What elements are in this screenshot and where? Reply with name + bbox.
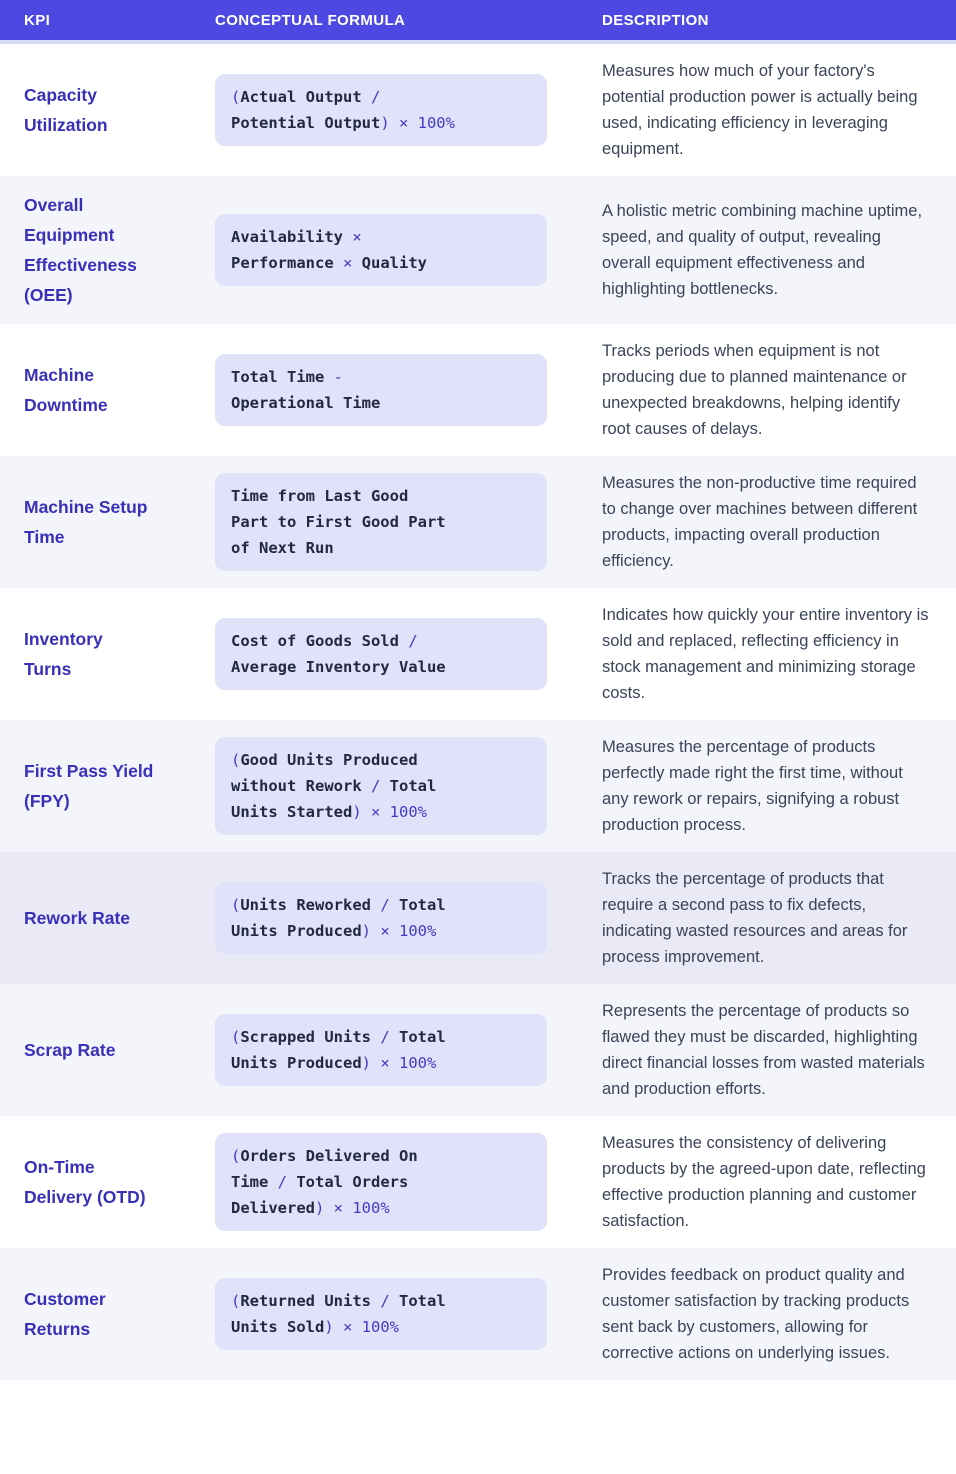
formula-box: Total Time - Operational Time <box>215 354 547 426</box>
formula-box: (Good Units Produced without Rework / Total Units Started) × 100% <box>215 737 547 835</box>
table-row <box>0 324 956 456</box>
table-row <box>0 720 956 852</box>
formula-box: Time from Last Good Part to First Good Part of Next Run <box>215 473 547 571</box>
table-row <box>0 44 956 176</box>
kpi-name: Machine Setup Time <box>24 497 148 547</box>
kpi-description: Tracks periods when equipment is not producing due to planned maintenance or unexpected breakdowns, helping identify root causes of delays. <box>602 342 907 438</box>
table-row <box>0 1248 956 1380</box>
kpi-table-body <box>0 44 956 1380</box>
formula-box: Cost of Goods Sold / Average Inventory Value <box>215 618 547 690</box>
column-header-description: DESCRIPTION <box>602 11 709 29</box>
table-row <box>0 588 956 720</box>
kpi-name: Scrap Rate <box>24 1040 116 1060</box>
column-header-kpi: KPI <box>24 11 51 29</box>
formula-box: Availability × Performance × Quality <box>215 214 547 286</box>
table-row <box>0 456 956 588</box>
kpi-name: Inventory Turns <box>24 629 103 679</box>
kpi-name: Overall Equipment Effectiveness (OEE) <box>24 195 137 305</box>
kpi-description: Measures how much of your factory's potential production power is actually being used, indicating efficiency in leveraging equipment. <box>602 62 918 158</box>
table-row <box>0 852 956 984</box>
kpi-description: Measures the percentage of products perfectly made right the first time, without any rework or repairs, signifying a robust production process. <box>602 738 903 834</box>
formula-box: (Scrapped Units / Total Units Produced) × 100% <box>215 1014 547 1086</box>
table-row <box>0 984 956 1116</box>
column-header-conceptual-formula: CONCEPTUAL FORMULA <box>215 11 406 29</box>
kpi-description: Provides feedback on product quality and customer satisfaction by tracking products sent back by customers, allowing for corrective actions on underlying issues. <box>602 1266 910 1362</box>
kpi-name: Machine Downtime <box>24 365 108 415</box>
formula-box: (Orders Delivered On Time / Total Orders Delivered) × 100% <box>215 1133 547 1231</box>
kpi-description: Indicates how quickly your entire inventory is sold and replaced, reflecting efficiency in stock management and minimizing storage costs. <box>602 606 929 702</box>
table-row <box>0 176 956 324</box>
kpi-description: Measures the consistency of delivering products by the agreed-upon date, reflecting effective production planning and customer satisfaction. <box>602 1134 926 1230</box>
kpi-name: Rework Rate <box>24 908 131 928</box>
kpi-name: First Pass Yield (FPY) <box>24 761 154 811</box>
kpi-name: On-Time Delivery (OTD) <box>24 1157 146 1207</box>
formula-box: (Actual Output / Potential Output) × 100% <box>215 74 547 146</box>
kpi-description: Measures the non-productive time required to change over machines between different products, impacting overall production efficiency. <box>602 474 918 570</box>
table-header-row <box>0 0 956 44</box>
formula-box: (Returned Units / Total Units Sold) × 100% <box>215 1278 547 1350</box>
kpi-description: A holistic metric combining machine uptime, speed, and quality of output, revealing overall equipment effectiveness and highlighting bottlenecks. <box>602 202 923 298</box>
kpi-name: Capacity Utilization <box>24 85 108 135</box>
kpi-description: Tracks the percentage of products that require a second pass to fix defects, indicating wasted resources and areas for process improvement. <box>602 870 908 966</box>
kpi-description: Represents the percentage of products so flawed they must be discarded, highlighting direct financial losses from wasted materials and production efforts. <box>602 1002 925 1098</box>
table-row <box>0 1116 956 1248</box>
kpi-name: Customer Returns <box>24 1289 106 1339</box>
formula-box: (Units Reworked / Total Units Produced) × 100% <box>215 882 547 954</box>
